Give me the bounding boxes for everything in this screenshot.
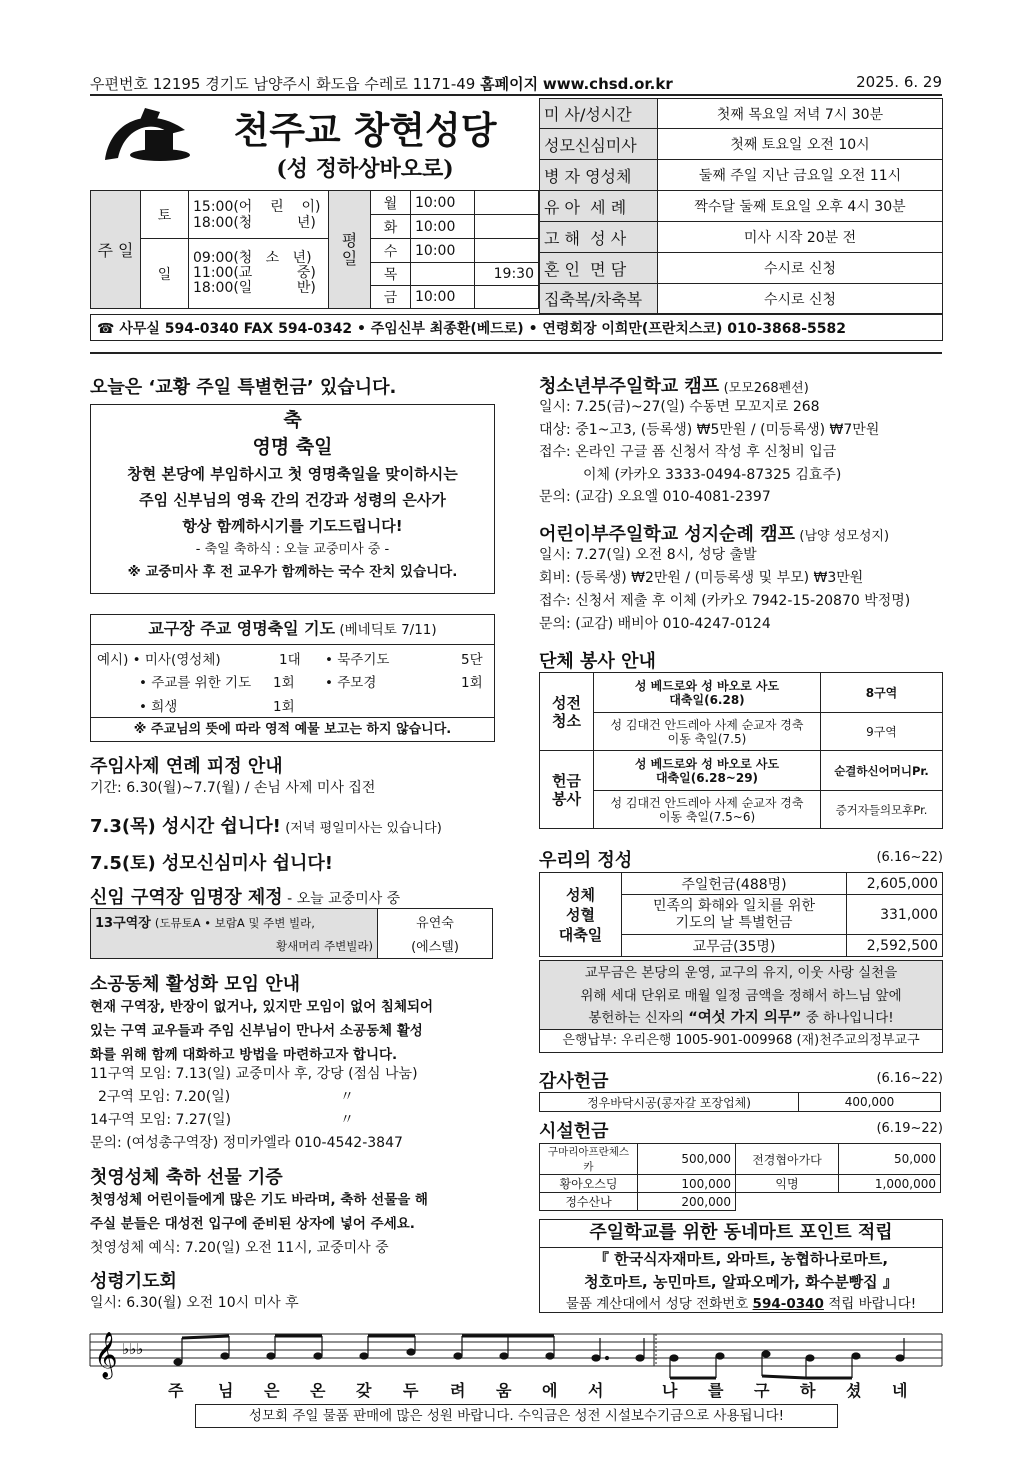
day-mon: 월	[371, 191, 411, 215]
church-subtitle: (성 정하상바오로)	[276, 156, 454, 182]
holy-spirit-prayer-text: 일시: 6.30(월) 오전 10시 미사 후	[90, 1295, 299, 1311]
time-tue-evening	[475, 215, 539, 239]
saturday-times: 15:00(어 린 이) 18:00(청 년)	[189, 191, 329, 239]
volunteer-group: 헌금 봉사	[540, 751, 594, 829]
volunteer-event: 성 김대건 안드레아 사제 순교자 경축 이동 축일(7.5)	[594, 713, 821, 751]
communion-line: 첫영성체 어린이들에게 많은 기도 바라며, 축하 선물을 해	[90, 1192, 428, 1208]
facility-amount: 50,000	[839, 1144, 941, 1175]
special-offering-notice: 오늘은 ‘교황 주일 특별헌금’ 있습니다.	[90, 377, 397, 398]
day-wed: 수	[371, 239, 411, 263]
lyric-syllable: 님	[218, 1381, 234, 1400]
feast-ceremony: - 축일 축하식 : 오늘 교중미사 중 -	[195, 542, 390, 557]
service-value: 첫째 토요일 오전 10시	[658, 129, 943, 160]
time-fri: 10:00	[411, 286, 475, 309]
mart-instruction: 적립 바랍니다!	[828, 1296, 917, 1312]
volunteer-assignee: 증거자들의모후Pr.	[821, 791, 943, 829]
communion-ceremony: 첫영성체 예식: 7.20(일) 오전 11시, 교중미사 중	[90, 1240, 389, 1256]
mart-box	[539, 1219, 943, 1313]
saturday-label: 토	[141, 191, 189, 239]
header-line	[90, 73, 942, 94]
date: 2025. 6. 29	[856, 73, 942, 91]
thanks-donor: 정우바닥시공(콩자갈 포장업체)	[540, 1093, 799, 1112]
volunteer-assignee: 8구역	[821, 673, 943, 713]
weekday-label: 평 일	[329, 191, 371, 309]
volunteer-title: 단체 봉사 안내	[539, 651, 656, 672]
facility-donor: 익명	[736, 1175, 839, 1193]
thanks-table	[539, 1092, 941, 1112]
prayer-count: 1회	[273, 699, 295, 715]
offering-table	[539, 872, 943, 957]
facility-offering-period: (6.19~22)	[876, 1121, 943, 1136]
mass-table	[90, 190, 539, 309]
feast-line: 주임 신부님의 영육 간의 건강과 성령의 은사가	[139, 491, 446, 509]
child-camp-title: 어린이부주일학교 성지순례 캠프	[539, 524, 795, 545]
offering-amount: 331,000	[847, 895, 943, 935]
facility-amount: 200,000	[638, 1193, 736, 1211]
service-name: 성모신심미사	[540, 129, 658, 160]
youth-camp-line: 이체 (카카오 3333-0494-87325 김효주)	[583, 466, 842, 483]
facility-offering-title: 시설헌금	[539, 1121, 609, 1142]
feast-line: 창현 본당에 부임하시고 첫 영명축일을 맞이하시는	[127, 465, 458, 483]
mart-list: 『 한국식자재마트, 와마트, 농협하나로마트,	[593, 1250, 889, 1268]
church-logo-icon	[100, 100, 195, 175]
offering-title: 우리의 정성	[539, 850, 633, 871]
child-camp-line: 회비: (등록생) ₩2만원 / (미등록생 및 부모) ₩3만원	[539, 570, 864, 586]
section-rule	[90, 352, 942, 354]
offering-period: (6.16~22)	[876, 850, 943, 865]
community-line: 현재 구역장, 반장이 없거나, 있지만 모임이 없어 침체되어	[90, 999, 434, 1015]
service-name: 집축복/차축복	[540, 284, 658, 314]
lyric-syllable: 구	[754, 1381, 770, 1400]
district-leader-baptismal: (에스텔)	[378, 934, 493, 959]
time-tue: 10:00	[411, 215, 475, 239]
time-wed: 10:00	[411, 239, 475, 263]
feast-noodle-party: ※ 교중미사 후 전 교우가 함께하는 국수 잔치 있습니다.	[127, 564, 458, 580]
community-title: 소공동체 활성화 모임 안내	[90, 974, 301, 995]
homepage-label: 홈페이지	[480, 75, 539, 93]
thanks-amount: 400,000	[799, 1093, 941, 1112]
prayer-count: 5단	[461, 652, 483, 668]
time-thu-evening: 19:30	[475, 263, 539, 286]
community-line: 화를 위해 함께 대화하고 방법을 마련하고자 합니다.	[90, 1047, 398, 1063]
tithe-line: 교무금은 본당의 운영, 교구의 유지, 이웃 사랑 실천을	[584, 965, 898, 981]
holy-hour-title: 7.3(목) 성시간 쉽니다!	[90, 816, 281, 837]
marian-mass-title: 7.5(토) 성모신심미사 쉽니다!	[90, 853, 333, 874]
service-value: 수시로 신청	[658, 284, 943, 314]
prayer-item: • 주모경	[325, 675, 377, 691]
time-thu	[411, 263, 475, 286]
retreat-title: 주임사제 연례 피정 안내	[90, 756, 283, 777]
facility-amount: 1,000,000	[839, 1175, 941, 1193]
youth-camp-line: 문의: (교감) 오요엘 010-4081-2397	[539, 489, 771, 505]
service-value: 둘째 주일 지난 금요일 오전 11시	[658, 160, 943, 191]
child-camp-line: 일시: 7.27(일) 오전 8시, 성당 출발	[539, 547, 757, 563]
lyric-syllable: 서	[588, 1381, 604, 1400]
district-area-cont: 황새머리 주변빌라)	[91, 934, 378, 959]
retreat-text: 기간: 6.30(월)~7.7(월) / 손님 사제 미사 집전	[90, 780, 376, 796]
youth-camp-sub: (모모268펜션)	[723, 381, 809, 396]
lyric-syllable: 갖	[356, 1381, 372, 1400]
feast-line: 항상 함께하시기를 기도드립니다!	[182, 517, 403, 535]
service-name: 혼 인 면 담	[540, 253, 658, 284]
facility-empty	[839, 1193, 941, 1211]
child-camp-line: 문의: (교감) 배비아 010-4247-0124	[539, 616, 771, 632]
service-value: 수시로 신청	[658, 253, 943, 284]
service-name: 고 해 성 사	[540, 222, 658, 253]
day-tue: 화	[371, 215, 411, 239]
time-mon-evening	[475, 191, 539, 215]
child-camp-line: 접수: 신청서 제출 후 이체 (카카오 7942-15-20870 박정명)	[539, 593, 911, 609]
mart-instruction: 물품 계산대에서 성당 전화번호	[565, 1296, 749, 1312]
prayer-item: • 묵주기도	[325, 652, 390, 668]
day-fri: 금	[371, 286, 411, 309]
sunday-label: 주 일	[91, 191, 141, 309]
service-value: 첫째 목요일 저녁 7시 30분	[658, 99, 943, 129]
address: 우편번호 12195 경기도 남양주시 화도읍 수레로 1171-49	[90, 75, 476, 93]
lyric-syllable: 온	[310, 1381, 326, 1400]
feast-box	[90, 404, 495, 594]
offering-item: 주일헌금(488명)	[622, 873, 847, 895]
prayer-title: 교구장 주교 영명축일 기도	[148, 619, 336, 638]
lyric-syllable: 하	[800, 1381, 816, 1400]
feast-title: 축	[283, 409, 302, 431]
prayer-box	[90, 614, 495, 742]
facility-donor: 황아오스딩	[540, 1175, 638, 1193]
district-name: 13구역장	[95, 915, 151, 931]
volunteer-table	[539, 672, 943, 829]
offering-amount: 2,605,000	[847, 873, 943, 895]
lyric-syllable: 려	[450, 1381, 466, 1400]
district-sub: - 오늘 교중미사 중	[287, 891, 401, 907]
facility-donor: 전경협아가다	[736, 1144, 839, 1175]
services-table	[539, 98, 943, 314]
lyric-syllable: 를	[708, 1381, 724, 1400]
youth-camp-line: 대상: 중1~고3, (등록생) ₩5만원 / (미등록생) ₩7만원	[539, 421, 880, 438]
youth-camp-line: 접수: 온라인 구글 폼 신청서 작성 후 신청비 입금	[539, 444, 837, 460]
facility-donor: 정수산나	[540, 1193, 638, 1211]
meeting-2: 2구역 모임: 7.20(일)	[98, 1089, 231, 1105]
header-rule	[90, 94, 942, 96]
lyric-syllable: 에	[542, 1381, 558, 1400]
service-value: 짝수달 둘째 토요일 오후 4시 30분	[658, 191, 943, 222]
prayer-count: 1회	[273, 675, 295, 691]
six-duties: “여섯 가지 의무”	[688, 1010, 802, 1026]
prayer-title-sub: (베네딕토 7/11)	[339, 622, 437, 638]
thanks-offering-title: 감사헌금	[539, 1071, 609, 1092]
service-name: 미 사/성시간	[540, 99, 658, 129]
ditto-mark: 〃	[340, 1112, 354, 1128]
offering-item: 민족의 화해와 일치를 위한 기도의 날 특별헌금	[622, 895, 847, 935]
tithe-line: 중 하나입니다!	[805, 1010, 894, 1026]
lyric-syllable: 나	[662, 1381, 678, 1400]
communion-title: 첫영성체 축하 선물 기증	[90, 1167, 283, 1188]
volunteer-group: 성전 청소	[540, 673, 594, 751]
prayer-note: ※ 주교님의 뜻에 따라 영적 예물 보고는 하지 않습니다.	[91, 717, 494, 742]
contact-bar: ☎ 사무실 594-0340 FAX 594-0342 • 주임신부 최종환(베드로) • 연령회장 이희만(프란치스코) 010-3868-5582	[90, 314, 943, 341]
lyric-syllable: 두	[403, 1381, 419, 1400]
offering-amount: 2,592,500	[847, 935, 943, 957]
footer-notice: 성모회 주일 물품 판매에 많은 성원 바랍니다. 수익금은 성전 시설보수기금으로 사용됩니다!	[195, 1404, 838, 1428]
facility-amount: 500,000	[638, 1144, 736, 1175]
offering-item: 교무금(35명)	[622, 935, 847, 957]
holy-spirit-prayer-title: 성령기도회	[90, 1271, 177, 1292]
lyric-syllable: 셨	[846, 1381, 862, 1400]
facility-empty	[736, 1193, 839, 1211]
volunteer-event: 성 베드로와 성 바오로 사도 대축일(6.28)	[594, 673, 821, 713]
meeting-14: 14구역 모임: 7.27(일)	[90, 1112, 232, 1128]
community-line: 있는 구역 교우들과 주임 신부님이 만나서 소공동체 활성	[90, 1023, 423, 1039]
facility-amount: 100,000	[638, 1175, 736, 1193]
song-lyrics	[88, 1378, 944, 1400]
district-title: 신임 구역장 임명장 제정	[90, 887, 283, 908]
community-contact: 문의: (여성총구역장) 정미카엘라 010-4542-3847	[90, 1135, 403, 1151]
volunteer-event: 성 베드로와 성 바오로 사도 대축일(6.28~29)	[594, 751, 821, 791]
tithe-note	[539, 960, 943, 1030]
prayer-count: 1회	[461, 675, 483, 691]
mart-list: 청호마트, 농민마트, 알파오메가, 화수분빵집 』	[584, 1273, 898, 1291]
mart-title: 주일학교를 위한 동네마트 포인트 적립	[540, 1221, 942, 1248]
lyric-syllable: 네	[892, 1381, 908, 1400]
time-fri-evening	[475, 286, 539, 309]
meeting-11: 11구역 모임: 7.13(일) 교중미사 후, 강당 (점심 나눔)	[90, 1066, 418, 1082]
flat-sign-icon: ♭♭♭	[122, 1340, 144, 1358]
day-thu: 목	[371, 263, 411, 286]
district-area: (도뮤토A • 보람A 및 주변 빌라,	[154, 915, 315, 930]
volunteer-assignee: 순결하신어머니Pr.	[821, 751, 943, 791]
bank-account: 은행납부: 우리은행 1005-901-009968 (재)천주교의정부교구	[539, 1030, 943, 1053]
prayer-item: • 희생	[139, 699, 178, 715]
youth-camp-line: 일시: 7.25(금)~27(일) 수동면 모꼬지로 268	[539, 399, 820, 415]
holy-hour-sub: (저녁 평일미사는 있습니다)	[285, 821, 442, 836]
prayer-count: 1대	[279, 652, 301, 668]
treble-clef-icon: 𝄞	[94, 1332, 118, 1378]
facility-donor: 구마리아프란체스카	[540, 1144, 638, 1175]
prayer-item: • 주교를 위한 기도	[139, 675, 252, 691]
tithe-line: 위해 세대 단위로 매월 일정 금액을 정해서 하느님 앞에	[580, 987, 902, 1004]
music-staff	[88, 1322, 944, 1382]
district-table	[90, 908, 493, 959]
sunday-times: 09:00(청 소 년) 11:00(교 중) 18:00(일 반)	[189, 239, 329, 309]
feast-subtitle: 영명 축일	[252, 436, 333, 458]
mart-phone: 594-0340	[752, 1296, 824, 1312]
homepage-url[interactable]: www.chsd.or.kr	[542, 75, 673, 93]
offering-occasion: 성체 성혈 대축일	[540, 873, 622, 957]
prayer-item: 예시) • 미사(영성체)	[97, 652, 221, 668]
child-camp-sub: (남양 성모성지)	[799, 529, 890, 544]
service-name: 병 자 영성체	[540, 160, 658, 191]
lyric-syllable: 주	[168, 1381, 184, 1400]
district-leader: 유연숙	[378, 909, 493, 934]
service-value: 미사 시작 20분 전	[658, 222, 943, 253]
youth-camp-title: 청소년부주일학교 캠프	[539, 376, 720, 397]
tithe-line: 봉헌하는 신자의	[588, 1010, 684, 1026]
time-wed-evening	[475, 239, 539, 263]
volunteer-event: 성 김대건 안드레아 사제 순교자 경축 이동 축일(7.5~6)	[594, 791, 821, 829]
ditto-mark: 〃	[340, 1089, 354, 1105]
facility-table	[539, 1143, 941, 1211]
lyric-syllable: 은	[264, 1381, 280, 1400]
lyric-syllable: 움	[496, 1381, 512, 1400]
service-name: 유 아 세 례	[540, 191, 658, 222]
thanks-offering-period: (6.16~22)	[876, 1071, 943, 1086]
time-mon: 10:00	[411, 191, 475, 215]
communion-line: 주실 분들은 대성전 입구에 준비된 상자에 넣어 주세요.	[90, 1216, 415, 1232]
church-title: 천주교 창현성당	[233, 108, 497, 152]
volunteer-assignee: 9구역	[821, 713, 943, 751]
sunday-day-label: 일	[141, 239, 189, 309]
